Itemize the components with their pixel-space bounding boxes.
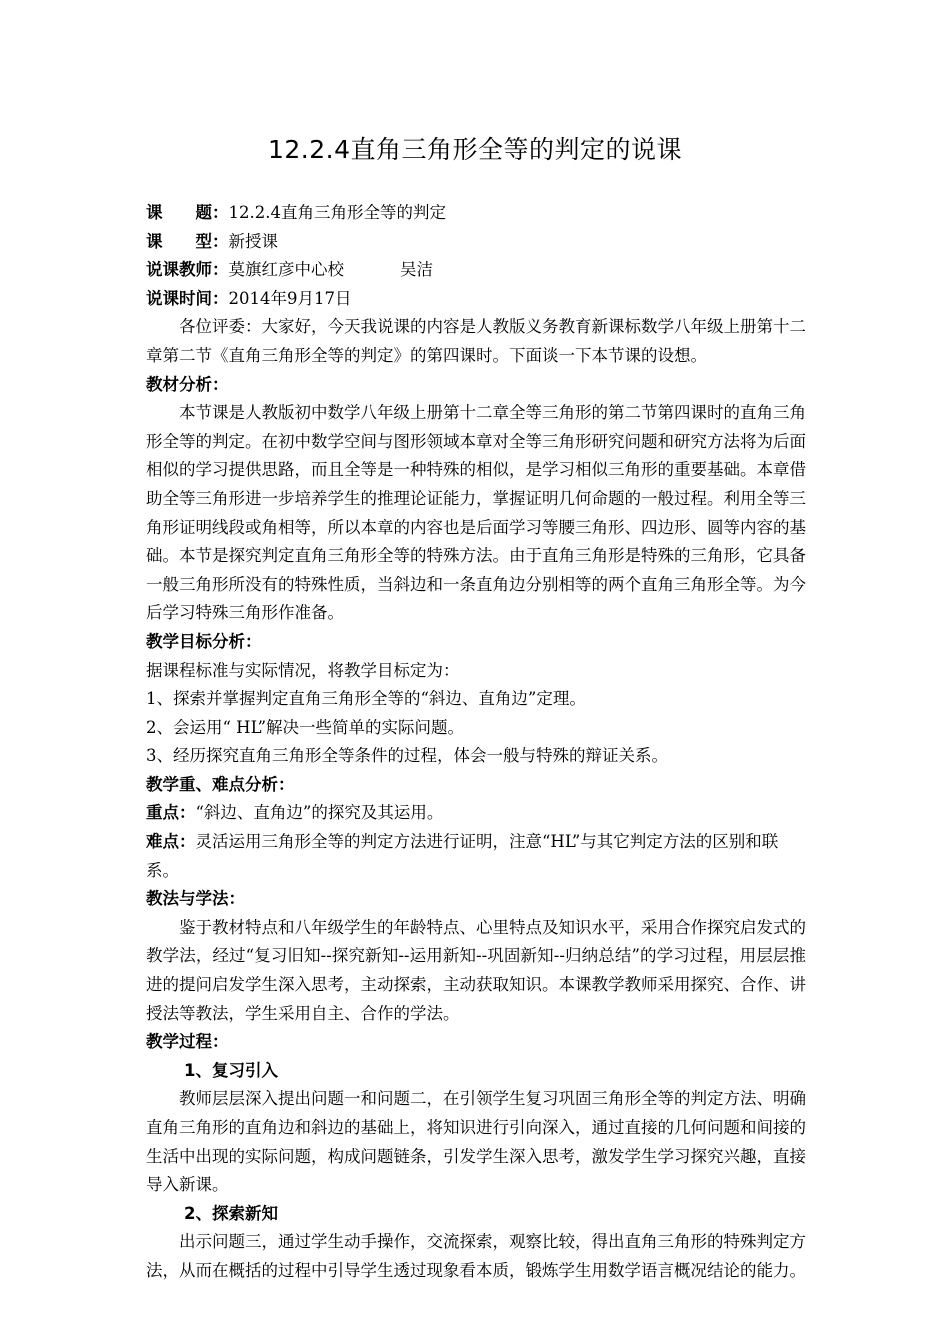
step1-paragraph: 教师层层深入提出问题一和问题二，在引领学生复习巩固三角形全等的判定方法、明确直角三角形的直角边和斜边的基础上，将知识进行引向深入，通过直接的几何问题和间接的生活中出现的实际问题，构成问题链条，引发学生深入思考，激发学生学习探究兴趣，直接导入新课。	[146, 1089, 806, 1195]
keypoints-heading: 教学重、难点分析：	[146, 774, 295, 794]
goals-lead: 据课程标准与实际情况，将教学目标定为：	[146, 660, 460, 680]
step1-title: 1、复习引入	[184, 1060, 278, 1080]
topic-line	[146, 199, 806, 228]
document-title: 12.2.4直角三角形全等的判定的说课	[267, 135, 683, 164]
teacher-line	[146, 256, 806, 285]
difficult-point-line	[146, 828, 806, 885]
methods-paragraph: 鉴于教材特点和八年级学生的年龄特点、心里特点及知识水平，采用合作探究启发式的教学法，经过“复习旧知--探究新知--运用新知--巩固新知--归纳总结”的学习过程，用层层推进的提问启发学生深入思考，主动探索，主动获取知识。本课教学教师采用探究、合作、讲授法等教法，学生采用自主、合作的学法。	[146, 917, 806, 1023]
topic-label: 课 题：	[146, 203, 229, 222]
methods-heading: 教法与学法：	[146, 889, 245, 909]
goals-heading: 教学目标分析：	[146, 631, 262, 651]
teacher-school: 莫旗红彦中心校	[228, 260, 344, 280]
intro-paragraph: 各位评委：大家好，今天我说课的内容是人教版义务教育新课标数学八年级上册第十二章第二节《直角三角形全等的判定》的第四课时。下面谈一下本节课的设想。	[146, 317, 806, 365]
topic-value: 12.2.4直角三角形全等的判定	[228, 203, 446, 222]
goal-item-2: 2、会运用“ HL”解决一些简单的实际问题。	[146, 717, 465, 737]
goal-item-3: 3、经历探究直角三角形全等条件的过程，体会一般与特殊的辩证关系。	[146, 746, 668, 766]
step2-title: 2、探索新知	[184, 1203, 278, 1223]
goal-item-1: 1、探索并掌握判定直角三角形全等的“斜边、直角边”定理。	[146, 689, 586, 709]
type-line	[146, 228, 806, 257]
time-value: 2014年9月17日	[228, 288, 352, 308]
step2-paragraph: 出示问题三，通过学生动手操作，交流探索，观察比较，得出直角三角形的特殊判定方法，从而在概括的过程中引导学生透过现象看本质，锻炼学生用数学语言概况结论的能力。	[146, 1232, 806, 1280]
difficult-point-text: 灵活运用三角形全等的判定方法进行证明，注意“HL”与其它判定方法的区别和联系。	[146, 832, 779, 880]
material-paragraph: 本节课是人教版初中数学八年级上册第十二章全等三角形的第二节第四课时的直角三角形全等的判定。在初中数学空间与图形领域本章对全等三角形研究问题和研究方法将为后面相似的学习提供思路，而且全等是一种特殊的相似，是学习相似三角形的重要基础。本章借助全等三角形进一步培养学生的推理论证能力，掌握证明几何命题的一般过程。利用全等三角形证明线段或角相等，所以本章的内容也是后面学习等腰三角形、四边形、圆等内容的基础。本节是探究判定直角三角形全等的特殊方法。由于直角三角形是特殊的三角形，它具备一般三角形所没有的特殊性质，当斜边和一条直角边分别相等的两个直角三角形全等。为今后学习特殊三角形作准备。	[146, 403, 806, 623]
difficult-point-label: 难点：	[146, 832, 196, 852]
material-heading: 教材分析：	[146, 374, 229, 394]
type-label: 课 型：	[146, 231, 229, 251]
key-point-line	[146, 799, 806, 828]
teacher-label: 说课教师：	[146, 260, 229, 280]
time-line	[146, 285, 806, 314]
time-label: 说课时间：	[146, 288, 229, 308]
process-heading: 教学过程：	[146, 1032, 229, 1052]
document-body	[146, 199, 806, 1286]
teacher-name: 吴洁	[400, 260, 433, 280]
key-point-text: “斜边、直角边”的探究及其运用。	[195, 803, 444, 823]
key-point-label: 重点：	[146, 803, 196, 823]
type-value: 新授课	[228, 231, 278, 251]
